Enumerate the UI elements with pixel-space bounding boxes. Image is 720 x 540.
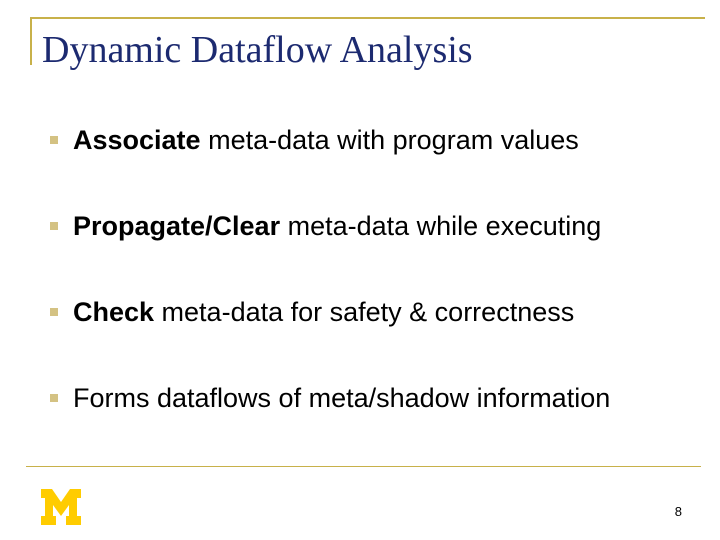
square-bullet-icon [50,222,58,230]
square-bullet-icon [50,308,58,316]
bullet-bold-text: Propagate/Clear [73,210,281,241]
bullet-plain-text: Forms dataflows of meta/shadow information [73,382,611,413]
page-number: 8 [674,504,682,519]
bullet-list [50,118,610,462]
frame-top-line [30,17,705,19]
bullet-bold-text: Check [73,296,155,327]
bullet-item [50,290,610,334]
slide-title: Dynamic Dataflow Analysis [42,29,473,71]
bullet-text [73,125,579,156]
bullet-plain-text: meta-data while executing [280,210,602,241]
block-m-logo-icon [41,489,81,525]
bullet-text [73,211,601,242]
bullet-text [73,383,610,414]
bullet-text [73,297,574,328]
bullet-item [50,118,610,162]
square-bullet-icon [50,136,58,144]
bullet-item [50,204,610,248]
square-bullet-icon [50,394,58,402]
bullet-bold-text: Associate [73,124,201,155]
frame-vertical-line [30,17,32,65]
bullet-item [50,376,610,420]
footer-line [26,466,701,467]
bullet-plain-text: meta-data for safety & correctness [154,296,575,327]
bullet-plain-text: meta-data with program values [200,124,579,155]
